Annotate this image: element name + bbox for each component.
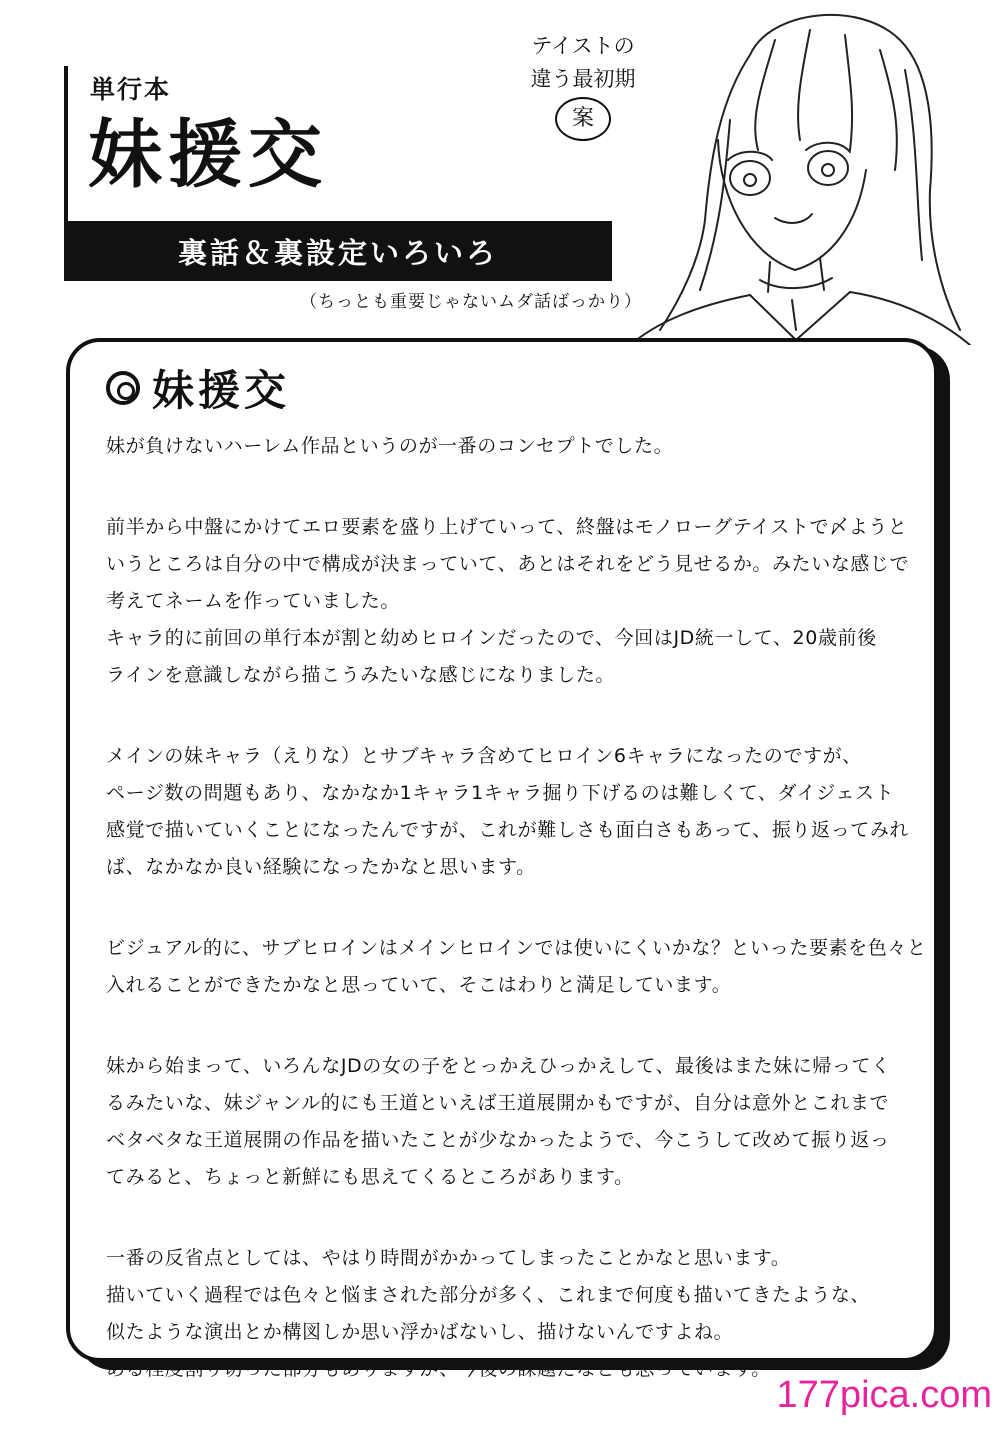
paragraph [106, 738, 910, 886]
text-box [66, 338, 938, 1380]
text-line: いうところは自分の中で構成が決まっていて、あとはそれをどう見せるか。みたいな感じで [106, 553, 910, 575]
sketch-note-circled: 案 [555, 97, 611, 141]
text-line: メインの妹キャラ（えりな）とサブキャラ含めてヒロイン6キャラになったのですが、 [106, 745, 862, 767]
box-heading-text: 妹援交 [152, 366, 291, 415]
banner-subnote: （ちっとも重要じゃないムダ話ばっかり） [300, 292, 642, 312]
paragraph [106, 1240, 906, 1388]
paragraph [106, 428, 906, 465]
text-line: ある程度割り切った部分もありますが、今後の課題だなとも思っています。 [106, 1358, 771, 1380]
sketch-note-line: テイストの [531, 34, 635, 58]
character-sketch-illustration [600, 0, 1000, 345]
site-watermark: 177pica.com [776, 1374, 992, 1416]
text-line: ページ数の問題もあり、なかなか1キャラ1キャラ掘り下げるのは難しくて、ダイジェスト [106, 782, 895, 804]
box-heading [106, 358, 290, 418]
text-line: 感覚で描いていくことになったんですが、これが難しさも面白さもあって、振り返ってみれ [106, 819, 910, 841]
text-line: ベタベタな王道展開の作品を描いたことが少なかったようで、今こうして改めて振り返っ [106, 1129, 890, 1151]
sketch-note-line: 違う最初期 [530, 66, 636, 91]
text-line: 妹が負けないハーレム作品というのが一番のコンセプトでした。 [106, 435, 674, 457]
section-banner [64, 221, 612, 281]
text-line: 似たような演出とか構図しか思い浮かばないし、描けないんですよね。 [106, 1321, 734, 1343]
text-line: 前半から中盤にかけてエロ要素を盛り上げていって、終盤はモノローグテイストで〆ようと [106, 516, 908, 538]
text-line: 妹から始まって、いろんなJDの女の子をとっかえひっかえして、最後はまた妹に帰ってく [106, 1055, 891, 1077]
text-line: てみると、ちょっと新鮮にも思えてくるところがあります。 [106, 1166, 634, 1188]
book-title: 妹援交 [88, 112, 328, 198]
text-line: ビジュアル的に、サブヒロインはメインヒロインでは使いにくいかな？といった要素を色々と [106, 937, 927, 959]
text-line: ば、なかなか良い経験になったかなと思います。 [106, 856, 536, 878]
text-line: ラインを意識しながら描こうみたいな感じになりました。 [106, 664, 616, 686]
text-line: 考えてネームを作っていました。 [106, 590, 401, 612]
paragraph [106, 930, 927, 1004]
double-circle-icon [106, 371, 140, 405]
section-banner-text: 裏話＆裏設定いろいろ [177, 235, 498, 270]
text-line: キャラ的に前回の単行本が割と幼めヒロインだったので、今回はJD統一して、20歳前後 [106, 627, 877, 649]
paragraph [106, 509, 910, 694]
text-line: 描いていく過程では色々と悩まされた部分が多く、これまで何度も描いてきたような、 [106, 1284, 871, 1306]
book-type-label: 単行本 [90, 75, 172, 104]
commentary-body [106, 428, 927, 1432]
text-line: るみたいな、妹ジャンル的にも王道といえば王道展開かもですが、自分は意外とこれまで [106, 1092, 890, 1114]
text-line: 入れることができたかなと思っていて、そこはわりと満足しています。 [106, 974, 732, 996]
text-line: 一番の反省点としては、やはり時間がかかってしまったことかなと思います。 [106, 1247, 791, 1269]
paragraph [106, 1048, 906, 1196]
